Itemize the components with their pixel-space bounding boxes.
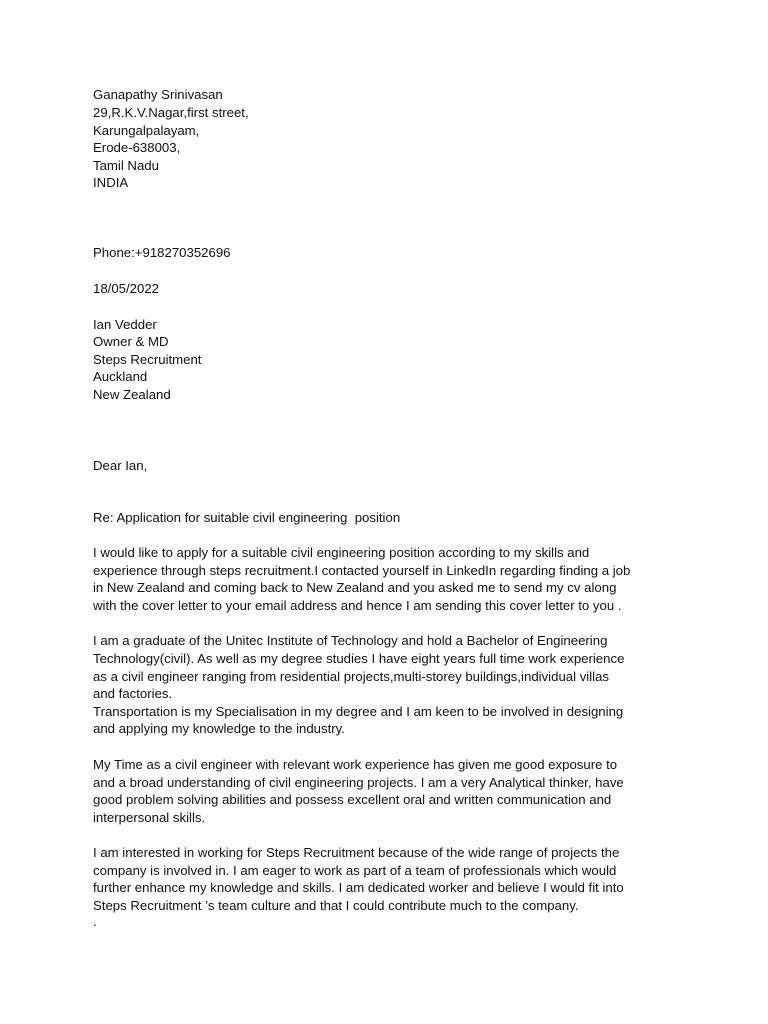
letter-date: 18/05/2022: [93, 281, 160, 296]
recipient-company: Steps Recruitment: [93, 352, 202, 367]
sender-phone: Phone:+918270352696: [93, 245, 231, 260]
paragraph-line: and a broad understanding of civil engineering projects. I am a very Analytical thinker, have: [93, 775, 624, 790]
paragraph-line: good problem solving abilities and possess excellent oral and written communication and: [93, 792, 612, 807]
sender-address-line: 29,R.K.V.Nagar,first street,: [93, 105, 249, 120]
paragraph-line: with the cover letter to your email address and hence I am sending this cover letter to you .: [93, 598, 622, 613]
recipient-city: Auckland: [93, 369, 148, 384]
paragraph-line: Transportation is my Specialisation in my degree and I am keen to be involved in designing: [93, 704, 624, 719]
sender-state: Tamil Nadu: [93, 158, 159, 173]
paragraph-line: company is involved in. I am eager to work as part of a team of professionals which would: [93, 863, 617, 878]
recipient-country: New Zealand: [93, 387, 171, 402]
paragraph-line: experience through steps recruitment.I contacted yourself in LinkedIn regarding finding a job: [93, 563, 631, 578]
paragraph-line: I would like to apply for a suitable civil engineering position according to my skills and: [93, 545, 590, 560]
paragraph-line: further enhance my knowledge and skills. I am dedicated worker and believe I would fit into: [93, 880, 624, 895]
paragraph-line: Steps Recruitment ’s team culture and that I could contribute much to the company.: [93, 898, 579, 913]
paragraph-line: and applying my knowledge to the industry.: [93, 721, 345, 736]
paragraph-line: interpersonal skills.: [93, 810, 206, 825]
paragraph-line: Technology(civil). As well as my degree studies I have eight years full time work experience: [93, 651, 625, 666]
paragraph-line: My Time as a civil engineer with relevant work experience has given me good exposure to: [93, 757, 618, 772]
paragraph-line: I am interested in working for Steps Recruitment because of the wide range of projects the: [93, 845, 620, 860]
subject-line: Re: Application for suitable civil engineering position: [93, 510, 401, 525]
sender-address-line: Erode-638003,: [93, 140, 181, 155]
salutation: Dear Ian,: [93, 458, 148, 473]
sender-address-line: Karungalpalayam,: [93, 123, 200, 138]
sender-name: Ganapathy Srinivasan: [93, 87, 223, 102]
paragraph-line: and factories.: [93, 686, 173, 701]
paragraph-line: .: [93, 914, 97, 929]
paragraph-line: in New Zealand and coming back to New Zealand and you asked me to send my cv along: [93, 580, 617, 595]
paragraph-line: as a civil engineer ranging from residential projects,multi-storey buildings,individual villas: [93, 669, 610, 684]
paragraph-line: I am a graduate of the Unitec Institute of Technology and hold a Bachelor of Engineering: [93, 633, 608, 648]
recipient-name: Ian Vedder: [93, 317, 157, 332]
sender-country: INDIA: [93, 175, 129, 190]
recipient-title: Owner & MD: [93, 334, 169, 349]
